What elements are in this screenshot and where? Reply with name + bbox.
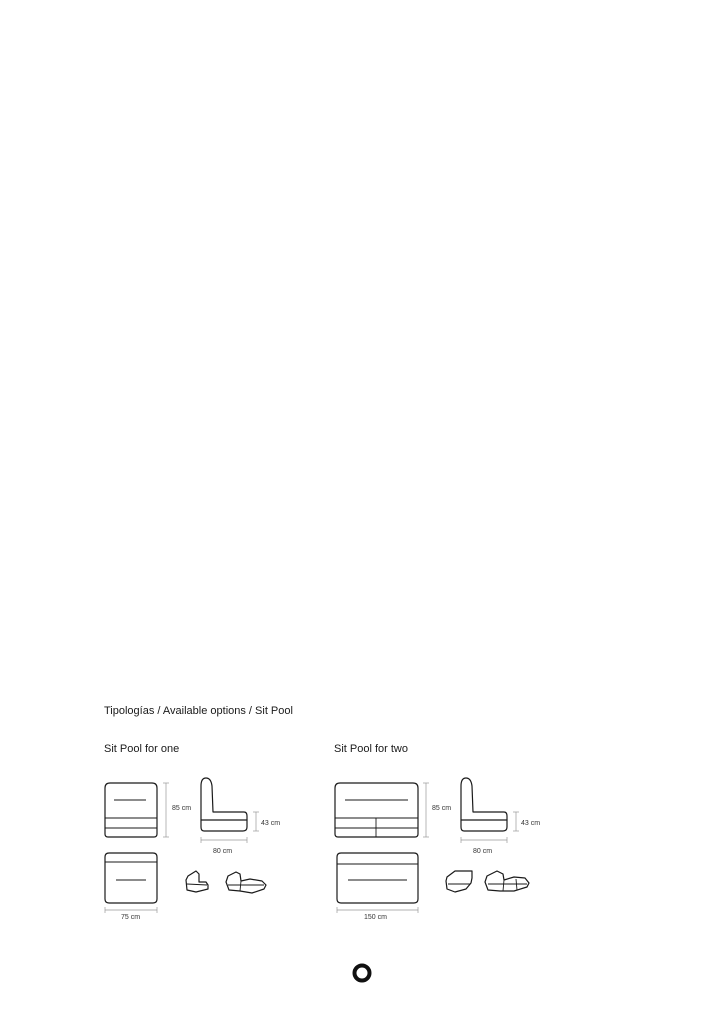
side-view-two bbox=[461, 778, 507, 831]
side-view-one bbox=[201, 778, 247, 831]
seat-height-label-two: 43 cm bbox=[521, 820, 541, 827]
depth-label-one: 80 cm bbox=[213, 848, 233, 855]
depth-dimension-one bbox=[201, 837, 247, 843]
front-view-one bbox=[105, 783, 157, 837]
width-dimension-two bbox=[337, 907, 418, 913]
height-dimension-two bbox=[423, 783, 429, 837]
product-title-one: Sit Pool for one bbox=[104, 743, 180, 755]
seat-dimension-two bbox=[513, 812, 519, 831]
top-view-one bbox=[105, 853, 157, 903]
seat-dimension-one bbox=[253, 812, 259, 831]
perspective-chair-two bbox=[446, 871, 472, 892]
perspective-chair-one bbox=[186, 871, 208, 892]
width-label-one: 75 cm bbox=[121, 914, 141, 921]
top-view-two bbox=[337, 853, 418, 903]
depth-label-two: 80 cm bbox=[473, 848, 493, 855]
height-label-two: 85 cm bbox=[432, 805, 452, 812]
brand-logo-icon bbox=[355, 966, 370, 981]
front-view-two bbox=[335, 783, 418, 837]
width-label-two: 150 cm bbox=[364, 914, 387, 921]
product-title-two: Sit Pool for two bbox=[334, 743, 408, 755]
depth-dimension-two bbox=[461, 837, 507, 843]
perspective-unfolded-two bbox=[485, 871, 529, 891]
seat-height-label-one: 43 cm bbox=[261, 820, 281, 827]
height-dimension-one bbox=[163, 783, 169, 837]
height-label-one: 85 cm bbox=[172, 805, 192, 812]
width-dimension-one bbox=[105, 907, 157, 913]
section-title: Tipologías / Available options / Sit Pool bbox=[104, 705, 293, 717]
perspective-unfolded-one bbox=[226, 872, 266, 893]
